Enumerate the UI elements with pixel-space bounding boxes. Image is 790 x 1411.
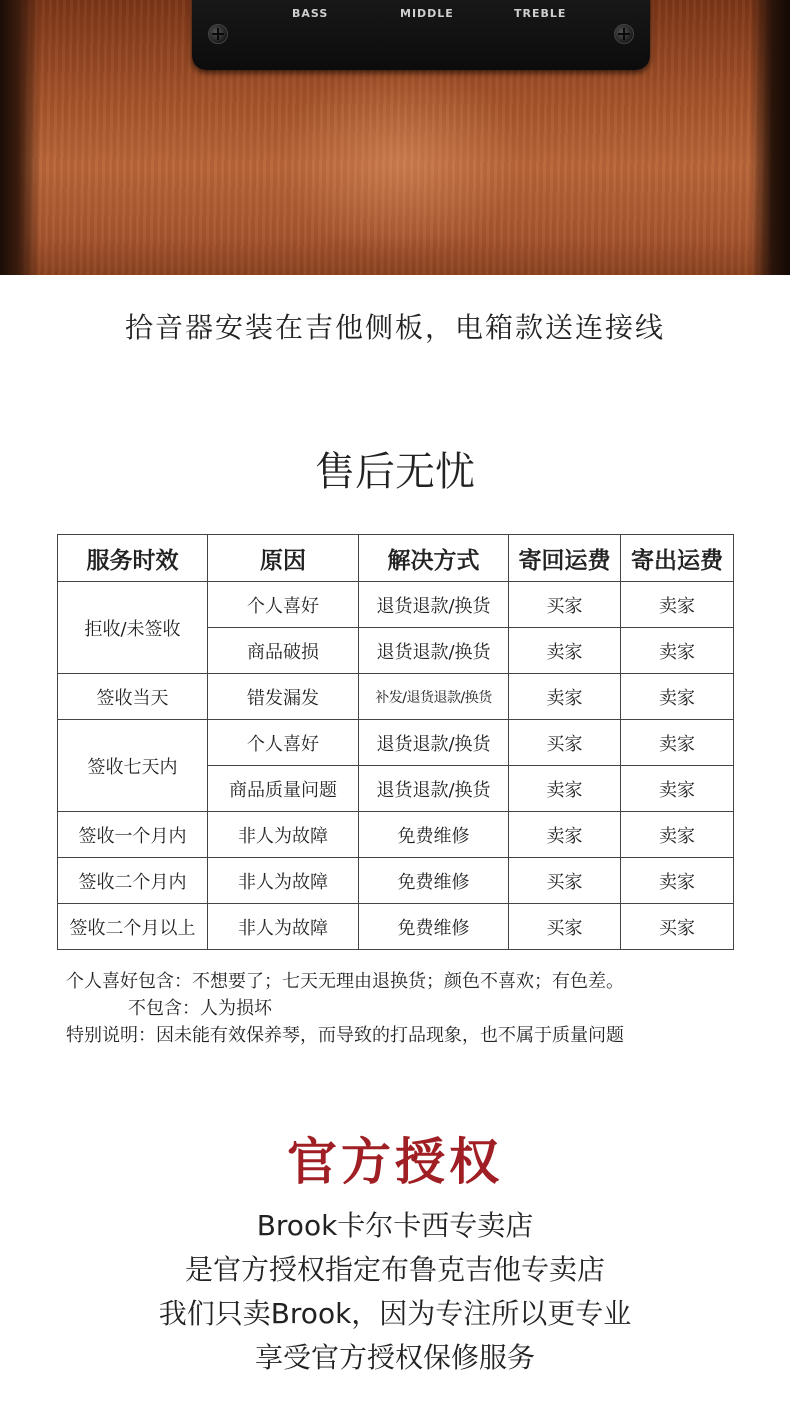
cell-send-fee: 卖家 [621, 628, 734, 674]
cell-solution: 补发/退货退款/换货 [359, 674, 509, 720]
cell-return-fee: 买家 [509, 858, 621, 904]
cell-return-fee: 买家 [509, 904, 621, 950]
header-send-fee: 寄出运费 [621, 535, 734, 582]
cell-return-fee: 买家 [509, 582, 621, 628]
cell-return-fee: 卖家 [509, 674, 621, 720]
table-header-row [58, 535, 734, 582]
brand-line: 享受官方授权保修服务 [254, 1341, 535, 1374]
screw-icon [208, 24, 228, 44]
cell-return-fee: 卖家 [509, 766, 621, 812]
after-sales-title: 售后无忧 [315, 449, 475, 495]
cell-reason: 个人喜好 [208, 582, 359, 628]
cell-reason: 错发漏发 [208, 674, 359, 720]
brand-title: 官方授权 [287, 1133, 503, 1191]
brand-line: Brook卡尔卡西专卖店 [256, 1209, 534, 1242]
cell-reason: 非人为故障 [208, 858, 359, 904]
cell-send-fee: 卖家 [621, 812, 734, 858]
cell-solution: 退货退款/换货 [359, 628, 509, 674]
photo-caption: 拾音器安装在吉他侧板，电箱款送连接线 [124, 311, 665, 344]
cell-solution: 免费维修 [359, 812, 509, 858]
brand-description [0, 1204, 790, 1380]
cell-period: 签收七天内 [58, 720, 208, 812]
eq-control-panel [192, 0, 650, 70]
brand-line: 我们只卖Brook，因为专注所以更专业 [158, 1297, 632, 1330]
note-line: 个人喜好包含：不想要了；七天无理由退换货；颜色不喜欢；有色差。 [66, 971, 624, 992]
cell-return-fee: 买家 [509, 720, 621, 766]
cell-send-fee: 卖家 [621, 858, 734, 904]
cell-reason: 个人喜好 [208, 720, 359, 766]
cell-send-fee: 买家 [621, 904, 734, 950]
header-reason: 原因 [208, 535, 359, 582]
screw-icon [614, 24, 634, 44]
table-row [58, 812, 734, 858]
cell-send-fee: 卖家 [621, 766, 734, 812]
eq-label-treble: TREBLE [514, 7, 567, 20]
cell-reason: 商品质量问题 [208, 766, 359, 812]
table-row [58, 674, 734, 720]
cell-return-fee: 卖家 [509, 628, 621, 674]
header-solution: 解决方式 [359, 535, 509, 582]
cell-send-fee: 卖家 [621, 720, 734, 766]
after-sales-notes [66, 968, 756, 1049]
header-return-fee: 寄回运费 [509, 535, 621, 582]
cell-period: 签收二个月内 [58, 858, 208, 904]
note-line: 不包含：人为损坏 [128, 998, 272, 1019]
brand-line: 是官方授权指定布鲁克吉他专卖店 [184, 1253, 605, 1286]
product-photo-pickup [0, 0, 790, 275]
cell-period: 拒收/未签收 [58, 582, 208, 674]
cell-reason: 非人为故障 [208, 904, 359, 950]
cell-solution: 免费维修 [359, 858, 509, 904]
cell-send-fee: 卖家 [621, 582, 734, 628]
cell-send-fee: 卖家 [621, 674, 734, 720]
eq-label-bass: BASS [292, 7, 329, 20]
note-line: 特别说明：因未能有效保养琴，而导致的打品现象，也不属于质量问题 [66, 1025, 624, 1046]
cell-period: 签收当天 [58, 674, 208, 720]
cell-solution: 退货退款/换货 [359, 720, 509, 766]
cell-period: 签收一个月内 [58, 812, 208, 858]
eq-label-middle: MIDDLE [400, 7, 454, 20]
cell-solution: 免费维修 [359, 904, 509, 950]
cell-solution: 退货退款/换货 [359, 582, 509, 628]
header-period: 服务时效 [58, 535, 208, 582]
cell-reason: 非人为故障 [208, 812, 359, 858]
table-row [58, 720, 734, 766]
table-row [58, 858, 734, 904]
table-row [58, 582, 734, 628]
wood-sheen [280, 60, 520, 260]
after-sales-table [57, 534, 734, 950]
cell-reason: 商品破损 [208, 628, 359, 674]
cell-return-fee: 卖家 [509, 812, 621, 858]
cell-period: 签收二个月以上 [58, 904, 208, 950]
cell-solution: 退货退款/换货 [359, 766, 509, 812]
table-row [58, 904, 734, 950]
